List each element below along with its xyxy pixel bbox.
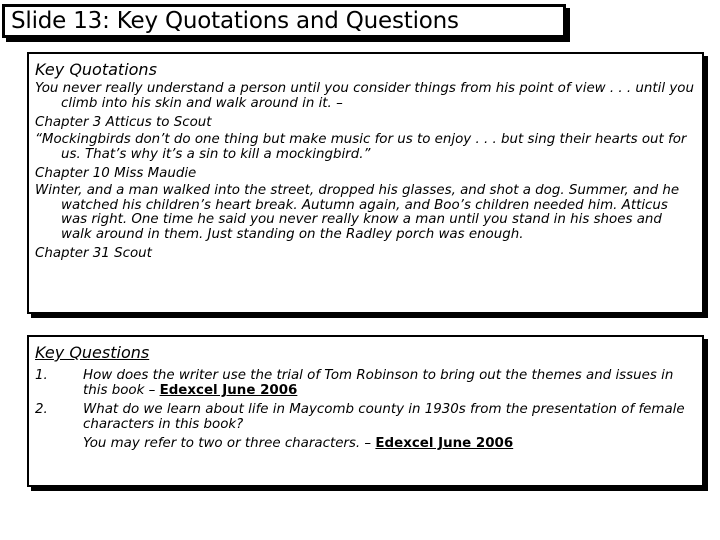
key-quotations-heading: Key Quotations — [35, 60, 157, 79]
key-questions-heading: Key Questions — [35, 343, 150, 362]
question-1-source: Edexcel June 2006 — [159, 383, 298, 398]
key-quotations-panel — [27, 52, 704, 314]
quotation-1-attribution: Chapter 3 Atticus to Scout — [35, 114, 212, 130]
slide-title: Slide 13: Key Quotations and Questions — [11, 8, 459, 34]
quotation-1-text: You never really understand a person until you consider things from his point of view . . . until you climb into his skin and walk around in it. – — [35, 81, 694, 111]
key-questions-panel — [27, 335, 704, 487]
question-1-text: How does the writer use the trial of Tom Robinson to bring out the themes and issues in this book – — [83, 368, 674, 398]
quotation-3-attribution: Chapter 31 Scout — [35, 246, 152, 262]
slide-title-box — [2, 4, 566, 38]
question-2-number: 2. — [35, 402, 48, 417]
quotation-2-text: “Mockingbirds don’t do one thing but make music for us to enjoy . . . but sing their hearts out for us. That’s why it’s a sin to kill a mockingbird.” — [35, 131, 687, 162]
question-2-source: Edexcel June 2006 — [375, 436, 514, 451]
question-2-extra-text: You may refer to two or three characters. – — [83, 436, 372, 451]
quotation-3-text: Winter, and a man walked into the street, dropped his glasses, and shot a dog. Summer, and he watched his children’s heart break. Autumn again, and Boo’s children needed him. Atticus was right. One time he said you never really know a man until you stand in his shoes and walk around in them. Just standing on the Radley porch was enough. — [35, 182, 680, 243]
question-1-body — [83, 368, 696, 398]
question-1 — [35, 368, 696, 398]
question-1-number: 1. — [35, 368, 48, 383]
question-2-text: What do we learn about life in Maycomb county in 1930s from the presentation of female characters in this book? — [83, 402, 685, 432]
quotation-2-attribution: Chapter 10 Miss Maudie — [35, 165, 197, 181]
question-2-extra — [35, 436, 696, 451]
question-2 — [35, 402, 696, 432]
